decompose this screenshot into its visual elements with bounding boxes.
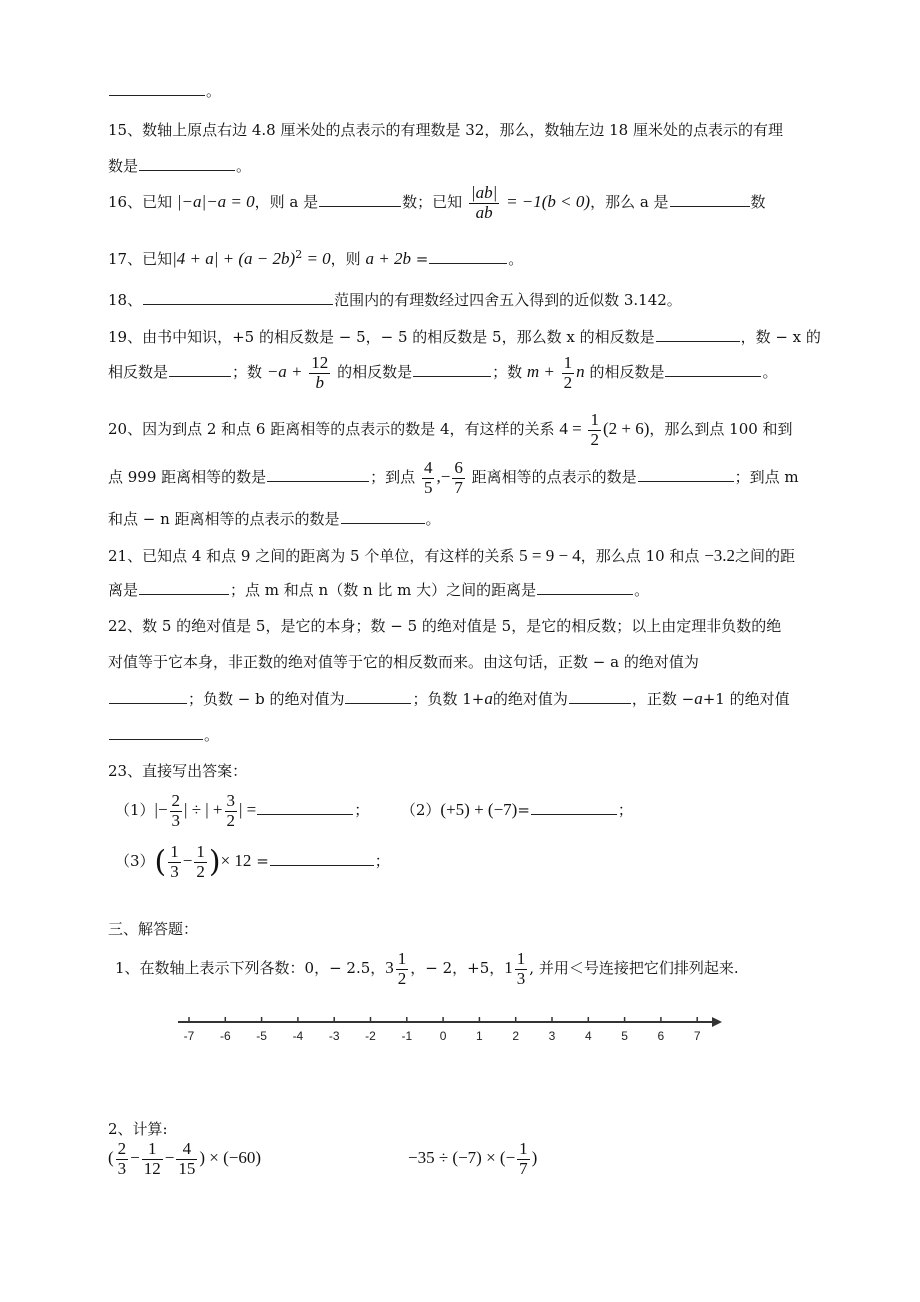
- q14-continuation: 。: [108, 80, 221, 101]
- number-line-tick-label: -4: [292, 1029, 304, 1043]
- answer-blank[interactable]: [341, 508, 425, 524]
- answer-blank[interactable]: [169, 361, 231, 377]
- fraction: $\frac{1}{12}$: [143, 1139, 161, 1178]
- answer-blank[interactable]: [656, 326, 740, 342]
- problem-2-expr1: ( $\frac{2}{3}$ − $\frac{1}{12}$ − $\frac{4}{15}$ ) × (−60): [108, 1139, 262, 1178]
- question-19-line1: 19、由书中知识，+5 的相反数是 − 5，− 5 的相反数是 5，那么数 x 的相反数是 ，数 − x 的: [108, 328, 821, 346]
- number-line-tick-label: -2: [365, 1029, 376, 1043]
- question-20-line1: 20、因为到点 2 和点 6 距离相等的点表示的数是 4，有这样的关系 4 = $\frac{1}{2}$ (2 + 6)，那么到点 100 和到: [108, 410, 793, 449]
- question-23-row1: （1）|− $\frac{2}{3}$ | ÷ | + $\frac{3}{2}$ | = ； （2）(+5) + (−7)= ；: [115, 791, 633, 830]
- section-3-title: 三、解答题：: [108, 920, 199, 938]
- number-line-tick-label: -7: [183, 1029, 195, 1043]
- fraction: $\frac{1}{2}$: [196, 842, 205, 881]
- answer-blank[interactable]: [638, 466, 734, 482]
- fraction: $\frac{4}{15}$: [178, 1139, 196, 1178]
- answer-blank[interactable]: [429, 248, 507, 264]
- number-line-tick-label: 6: [657, 1029, 665, 1043]
- answer-blank[interactable]: [413, 361, 491, 377]
- number-line-tick-label: 1: [476, 1029, 483, 1043]
- question-22-line2: 对值等于它本身，非正数的绝对值等于它的相反数而来。由这句话，正数 − a 的绝对值为: [108, 653, 699, 671]
- problem-2-title: 2、计算:: [108, 1120, 168, 1138]
- number-line-arrow-icon: [712, 1017, 722, 1027]
- question-19-line2: 相反数是 ；数 −a + $\frac{12}{b}$ 的相反数是 ；数 m + $\frac{1}{2}$ n 的相反数是 。: [108, 353, 778, 392]
- fraction: $\frac{1}{7}$: [519, 1139, 528, 1178]
- number-line-tick-label: 5: [621, 1029, 628, 1043]
- answer-blank[interactable]: [109, 688, 187, 704]
- fraction: $\frac{3}{2}$: [226, 791, 236, 830]
- fraction: $\frac{6}{7}$: [454, 458, 463, 497]
- answer-blank[interactable]: [537, 579, 633, 595]
- question-22-line4: 。: [108, 724, 219, 745]
- answer-blank[interactable]: [319, 191, 401, 207]
- number-line-tick-label: 3: [548, 1029, 556, 1043]
- fraction: $\frac{|ab|}{ab}$: [470, 183, 498, 222]
- fraction: $\frac{12}{b}$: [311, 353, 329, 392]
- question-15-line2: 数是 。: [108, 157, 252, 175]
- number-line-tick-label: 4: [584, 1029, 592, 1043]
- number-line-tick-label: -3: [328, 1029, 340, 1043]
- answer-blank[interactable]: [109, 80, 205, 96]
- answer-blank[interactable]: [665, 361, 761, 377]
- question-23-row2: （3）( $\frac{1}{3}$ − $\frac{1}{2}$ )× 12 = ；: [115, 842, 390, 881]
- number-line-tick-label: 2: [512, 1029, 520, 1043]
- fraction: $\frac{1}{2}$: [590, 410, 599, 449]
- problem-2-expr2: −35 ÷ (−7) × (− $\frac{1}{7}$ ): [408, 1139, 538, 1178]
- number-line-tick-label: -1: [401, 1029, 413, 1043]
- fraction: $\frac{2}{3}$: [117, 1139, 127, 1178]
- question-17: 17、已知$|4 + a| + (a - 2b)^2 = 0$，则 a + 2b = 。: [108, 248, 524, 268]
- question-22-line3: ；负数 − b 的绝对值为 ；负数 1+a的绝对值为 ，正数 −a+1 的绝对值: [108, 688, 790, 709]
- fraction: $\frac{4}{5}$: [423, 458, 433, 497]
- answer-blank[interactable]: [569, 688, 631, 704]
- fraction: $\frac{1}{2}$: [397, 949, 407, 988]
- answer-blank[interactable]: [531, 799, 617, 815]
- answer-blank[interactable]: [139, 579, 229, 595]
- answer-blank[interactable]: [143, 289, 333, 305]
- problem-1: 1、在数轴上表示下列各数：0，− 2.5，3 $\frac{1}{2}$ ，− 2，+5，1 $\frac{1}{3}$ , 并用＜号连接把它们排列起来.: [115, 949, 739, 988]
- fraction: $\frac{1}{3}$: [516, 949, 526, 988]
- answer-blank[interactable]: [109, 724, 203, 740]
- answer-blank[interactable]: [267, 466, 369, 482]
- question-20-line2: 点 999 距离相等的数是 ；到点 $\frac{4}{5}$ ,− $\frac{6}{7}$ 距离相等的点表示的数是 ；到点 m: [108, 458, 799, 497]
- answer-blank[interactable]: [270, 850, 374, 866]
- number-line-tick-label: 0: [439, 1029, 447, 1043]
- question-23-title: 23、直接写出答案：: [108, 762, 248, 780]
- answer-blank[interactable]: [257, 799, 353, 815]
- fraction: $\frac{1}{2}$: [563, 353, 573, 392]
- question-21-line2: 离是 ；点 m 和点 n（数 n 比 m 大）之间的距离是 。: [108, 581, 650, 599]
- answer-blank[interactable]: [670, 191, 750, 207]
- question-22-line1: 22、数 5 的绝对值是 5，是它的本身；数 − 5 的绝对值是 5，是它的相反数；以上由定理非负数的绝: [108, 617, 782, 635]
- question-21-line1: 21、已知点 4 和点 9 之间的距离为 5 个单位，有这样的关系 5 = 9 − 4，那么点 10 和点 −3.2之间的距: [108, 546, 796, 565]
- fraction: $\frac{1}{3}$: [170, 842, 179, 881]
- number-line-tick-label: 7: [693, 1029, 701, 1043]
- number-line-tick-label: -5: [256, 1029, 267, 1043]
- answer-blank[interactable]: [139, 155, 235, 171]
- question-20-line3: 和点 − n 距离相等的点表示的数是 。: [108, 510, 441, 528]
- question-18: 18、 范围内的有理数经过四舍五入得到的近似数 3.142。: [108, 291, 682, 309]
- fraction: $\frac{2}{3}$: [171, 791, 181, 830]
- question-16: 16、已知 |−a|−a = 0，则 a 是 数；已知 $\frac{|ab|}{ab}$ = −1(b < 0)，那么 a 是 数: [108, 183, 766, 222]
- number-line[interactable]: [0, 1010, 920, 1060]
- number-line-tick-label: -6: [219, 1029, 231, 1043]
- answer-blank[interactable]: [345, 688, 411, 704]
- question-15-line1: 15、数轴上原点右边 4.8 厘米处的点表示的有理数是 32，那么，数轴左边 18 厘米处的点表示的有理: [108, 121, 783, 139]
